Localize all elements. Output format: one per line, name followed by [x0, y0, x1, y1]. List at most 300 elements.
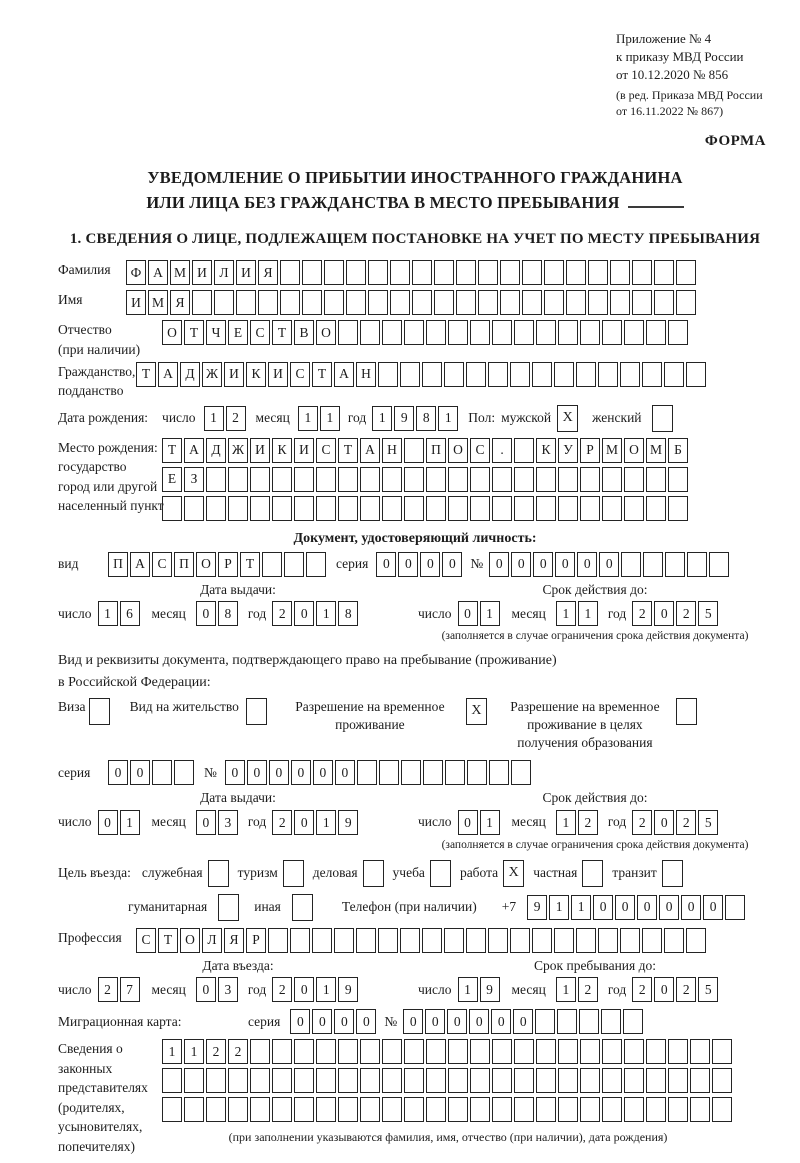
- char-cell[interactable]: [324, 290, 344, 315]
- char-cell[interactable]: В: [294, 320, 314, 345]
- sex-female-checkbox[interactable]: [652, 405, 673, 432]
- char-cell[interactable]: 1: [120, 810, 140, 835]
- char-cell[interactable]: [338, 467, 358, 492]
- char-cell[interactable]: 0: [335, 760, 355, 785]
- char-cell[interactable]: [448, 1039, 468, 1064]
- char-cell[interactable]: [602, 1039, 622, 1064]
- char-cell[interactable]: [268, 928, 288, 953]
- char-cell[interactable]: [444, 928, 464, 953]
- char-cell[interactable]: [554, 928, 574, 953]
- char-cell[interactable]: [602, 320, 622, 345]
- char-cell[interactable]: Т: [158, 928, 178, 953]
- char-cell[interactable]: 0: [291, 760, 311, 785]
- char-cell[interactable]: [368, 290, 388, 315]
- char-cell[interactable]: [206, 1068, 226, 1093]
- char-cell[interactable]: 0: [269, 760, 289, 785]
- char-cell[interactable]: 0: [442, 552, 462, 577]
- char-cell[interactable]: [444, 362, 464, 387]
- char-cell[interactable]: 0: [659, 895, 679, 920]
- char-cell[interactable]: [426, 467, 446, 492]
- char-cell[interactable]: О: [448, 438, 468, 463]
- char-cell[interactable]: [423, 760, 443, 785]
- char-cell[interactable]: 1: [316, 810, 336, 835]
- char-cell[interactable]: 1: [480, 601, 500, 626]
- char-cell[interactable]: [382, 496, 402, 521]
- char-cell[interactable]: 9: [338, 977, 358, 1002]
- char-cell[interactable]: П: [426, 438, 446, 463]
- char-cell[interactable]: Д: [206, 438, 226, 463]
- char-cell[interactable]: А: [130, 552, 150, 577]
- char-cell[interactable]: 0: [577, 552, 597, 577]
- char-cell[interactable]: [466, 362, 486, 387]
- char-cell[interactable]: [316, 496, 336, 521]
- char-cell[interactable]: [532, 362, 552, 387]
- char-cell[interactable]: [620, 928, 640, 953]
- char-cell[interactable]: С: [152, 552, 172, 577]
- char-cell[interactable]: 0: [313, 760, 333, 785]
- char-cell[interactable]: 3: [218, 810, 238, 835]
- char-cell[interactable]: [324, 260, 344, 285]
- char-cell[interactable]: [690, 1068, 710, 1093]
- purpose-tourism-checkbox[interactable]: [283, 860, 304, 887]
- char-cell[interactable]: [668, 467, 688, 492]
- char-cell[interactable]: [632, 260, 652, 285]
- sex-male-checkbox[interactable]: X: [557, 405, 578, 432]
- char-cell[interactable]: И: [250, 438, 270, 463]
- char-cell[interactable]: 0: [196, 601, 216, 626]
- char-cell[interactable]: С: [470, 438, 490, 463]
- char-cell[interactable]: [500, 290, 520, 315]
- char-cell[interactable]: Б: [668, 438, 688, 463]
- char-cell[interactable]: [668, 1097, 688, 1122]
- char-cell[interactable]: 0: [247, 760, 267, 785]
- char-cell[interactable]: 9: [338, 810, 358, 835]
- char-cell[interactable]: [580, 320, 600, 345]
- char-cell[interactable]: [643, 552, 663, 577]
- char-cell[interactable]: [602, 1068, 622, 1093]
- char-cell[interactable]: [382, 1068, 402, 1093]
- char-cell[interactable]: Н: [356, 362, 376, 387]
- char-cell[interactable]: [206, 496, 226, 521]
- char-cell[interactable]: [228, 1068, 248, 1093]
- char-cell[interactable]: 0: [403, 1009, 423, 1034]
- char-cell[interactable]: Т: [272, 320, 292, 345]
- char-cell[interactable]: [654, 290, 674, 315]
- char-cell[interactable]: [379, 760, 399, 785]
- char-cell[interactable]: Р: [580, 438, 600, 463]
- char-cell[interactable]: И: [192, 260, 212, 285]
- char-cell[interactable]: 0: [703, 895, 723, 920]
- char-cell[interactable]: [646, 1097, 666, 1122]
- char-cell[interactable]: [566, 290, 586, 315]
- char-cell[interactable]: [228, 467, 248, 492]
- char-cell[interactable]: [214, 290, 234, 315]
- char-cell[interactable]: Т: [162, 438, 182, 463]
- char-cell[interactable]: [579, 1009, 599, 1034]
- char-cell[interactable]: [514, 320, 534, 345]
- char-cell[interactable]: [668, 496, 688, 521]
- char-cell[interactable]: Т: [136, 362, 156, 387]
- char-cell[interactable]: [338, 320, 358, 345]
- char-cell[interactable]: 0: [356, 1009, 376, 1034]
- char-cell[interactable]: [174, 760, 194, 785]
- char-cell[interactable]: [664, 362, 684, 387]
- char-cell[interactable]: [624, 496, 644, 521]
- char-cell[interactable]: [456, 290, 476, 315]
- char-cell[interactable]: 1: [549, 895, 569, 920]
- char-cell[interactable]: [250, 1097, 270, 1122]
- char-cell[interactable]: [316, 467, 336, 492]
- char-cell[interactable]: [558, 467, 578, 492]
- char-cell[interactable]: [236, 290, 256, 315]
- char-cell[interactable]: 5: [698, 810, 718, 835]
- char-cell[interactable]: 0: [98, 810, 118, 835]
- char-cell[interactable]: [162, 1097, 182, 1122]
- char-cell[interactable]: [360, 320, 380, 345]
- char-cell[interactable]: [492, 1068, 512, 1093]
- char-cell[interactable]: [434, 260, 454, 285]
- char-cell[interactable]: [588, 260, 608, 285]
- char-cell[interactable]: [598, 362, 618, 387]
- char-cell[interactable]: 9: [394, 406, 414, 431]
- residence-permit-checkbox[interactable]: [246, 698, 267, 725]
- char-cell[interactable]: [488, 928, 508, 953]
- char-cell[interactable]: А: [184, 438, 204, 463]
- char-cell[interactable]: [357, 760, 377, 785]
- char-cell[interactable]: 0: [513, 1009, 533, 1034]
- char-cell[interactable]: 0: [420, 552, 440, 577]
- char-cell[interactable]: [544, 290, 564, 315]
- char-cell[interactable]: 1: [320, 406, 340, 431]
- char-cell[interactable]: [280, 290, 300, 315]
- char-cell[interactable]: [470, 1097, 490, 1122]
- char-cell[interactable]: [346, 290, 366, 315]
- char-cell[interactable]: 9: [480, 977, 500, 1002]
- char-cell[interactable]: Р: [246, 928, 266, 953]
- char-cell[interactable]: [294, 1068, 314, 1093]
- char-cell[interactable]: [624, 467, 644, 492]
- char-cell[interactable]: У: [558, 438, 578, 463]
- char-cell[interactable]: 2: [272, 977, 292, 1002]
- char-cell[interactable]: М: [148, 290, 168, 315]
- char-cell[interactable]: [316, 1039, 336, 1064]
- char-cell[interactable]: [536, 1097, 556, 1122]
- char-cell[interactable]: [558, 1039, 578, 1064]
- char-cell[interactable]: [448, 467, 468, 492]
- char-cell[interactable]: [294, 1097, 314, 1122]
- char-cell[interactable]: 0: [555, 552, 575, 577]
- char-cell[interactable]: [412, 290, 432, 315]
- char-cell[interactable]: И: [126, 290, 146, 315]
- char-cell[interactable]: М: [646, 438, 666, 463]
- char-cell[interactable]: [360, 496, 380, 521]
- char-cell[interactable]: К: [536, 438, 556, 463]
- char-cell[interactable]: [646, 320, 666, 345]
- char-cell[interactable]: [162, 496, 182, 521]
- char-cell[interactable]: [686, 928, 706, 953]
- char-cell[interactable]: [566, 260, 586, 285]
- char-cell[interactable]: [522, 260, 542, 285]
- char-cell[interactable]: [510, 928, 530, 953]
- char-cell[interactable]: Ж: [202, 362, 222, 387]
- char-cell[interactable]: 6: [120, 601, 140, 626]
- char-cell[interactable]: [356, 928, 376, 953]
- char-cell[interactable]: [426, 1068, 446, 1093]
- char-cell[interactable]: 8: [218, 601, 238, 626]
- char-cell[interactable]: [280, 260, 300, 285]
- char-cell[interactable]: [422, 362, 442, 387]
- char-cell[interactable]: [284, 552, 304, 577]
- char-cell[interactable]: [646, 467, 666, 492]
- char-cell[interactable]: [709, 552, 729, 577]
- purpose-study-checkbox[interactable]: [430, 860, 451, 887]
- char-cell[interactable]: 7: [120, 977, 140, 1002]
- char-cell[interactable]: [338, 496, 358, 521]
- char-cell[interactable]: [602, 496, 622, 521]
- char-cell[interactable]: 0: [196, 977, 216, 1002]
- char-cell[interactable]: [378, 928, 398, 953]
- char-cell[interactable]: [250, 467, 270, 492]
- char-cell[interactable]: 0: [593, 895, 613, 920]
- char-cell[interactable]: [532, 928, 552, 953]
- char-cell[interactable]: И: [236, 260, 256, 285]
- char-cell[interactable]: [522, 290, 542, 315]
- char-cell[interactable]: 0: [130, 760, 150, 785]
- char-cell[interactable]: 2: [272, 601, 292, 626]
- char-cell[interactable]: [401, 760, 421, 785]
- char-cell[interactable]: И: [294, 438, 314, 463]
- char-cell[interactable]: 2: [272, 810, 292, 835]
- char-cell[interactable]: [580, 1068, 600, 1093]
- char-cell[interactable]: [535, 1009, 555, 1034]
- char-cell[interactable]: 0: [196, 810, 216, 835]
- char-cell[interactable]: [642, 362, 662, 387]
- char-cell[interactable]: 1: [204, 406, 224, 431]
- char-cell[interactable]: Ж: [228, 438, 248, 463]
- char-cell[interactable]: [404, 320, 424, 345]
- char-cell[interactable]: 0: [654, 810, 674, 835]
- char-cell[interactable]: [258, 290, 278, 315]
- temp-residence-edu-checkbox[interactable]: [676, 698, 697, 725]
- char-cell[interactable]: [580, 1039, 600, 1064]
- char-cell[interactable]: [382, 1039, 402, 1064]
- char-cell[interactable]: С: [316, 438, 336, 463]
- char-cell[interactable]: [272, 1097, 292, 1122]
- purpose-private-checkbox[interactable]: [582, 860, 603, 887]
- char-cell[interactable]: [404, 467, 424, 492]
- char-cell[interactable]: О: [180, 928, 200, 953]
- char-cell[interactable]: 1: [162, 1039, 182, 1064]
- char-cell[interactable]: [712, 1068, 732, 1093]
- char-cell[interactable]: [514, 1068, 534, 1093]
- char-cell[interactable]: [610, 290, 630, 315]
- char-cell[interactable]: [558, 1097, 578, 1122]
- char-cell[interactable]: [511, 760, 531, 785]
- char-cell[interactable]: [514, 1039, 534, 1064]
- char-cell[interactable]: [557, 1009, 577, 1034]
- char-cell[interactable]: [668, 1068, 688, 1093]
- char-cell[interactable]: 1: [184, 1039, 204, 1064]
- char-cell[interactable]: [624, 1068, 644, 1093]
- char-cell[interactable]: [510, 362, 530, 387]
- char-cell[interactable]: 0: [425, 1009, 445, 1034]
- char-cell[interactable]: И: [224, 362, 244, 387]
- purpose-official-checkbox[interactable]: [208, 860, 229, 887]
- char-cell[interactable]: [712, 1097, 732, 1122]
- char-cell[interactable]: [536, 467, 556, 492]
- char-cell[interactable]: [602, 467, 622, 492]
- char-cell[interactable]: П: [174, 552, 194, 577]
- char-cell[interactable]: Л: [214, 260, 234, 285]
- char-cell[interactable]: [404, 438, 424, 463]
- char-cell[interactable]: С: [290, 362, 310, 387]
- char-cell[interactable]: [632, 290, 652, 315]
- char-cell[interactable]: 2: [578, 810, 598, 835]
- char-cell[interactable]: [544, 260, 564, 285]
- char-cell[interactable]: [184, 496, 204, 521]
- char-cell[interactable]: 2: [676, 601, 696, 626]
- char-cell[interactable]: 3: [218, 977, 238, 1002]
- char-cell[interactable]: [228, 1097, 248, 1122]
- char-cell[interactable]: [690, 1039, 710, 1064]
- char-cell[interactable]: 2: [98, 977, 118, 1002]
- char-cell[interactable]: [492, 1039, 512, 1064]
- char-cell[interactable]: [602, 1097, 622, 1122]
- char-cell[interactable]: 2: [676, 810, 696, 835]
- char-cell[interactable]: [690, 1097, 710, 1122]
- char-cell[interactable]: [390, 290, 410, 315]
- char-cell[interactable]: [426, 1039, 446, 1064]
- char-cell[interactable]: 0: [637, 895, 657, 920]
- char-cell[interactable]: З: [184, 467, 204, 492]
- char-cell[interactable]: [466, 928, 486, 953]
- char-cell[interactable]: [478, 260, 498, 285]
- char-cell[interactable]: 1: [316, 977, 336, 1002]
- char-cell[interactable]: Д: [180, 362, 200, 387]
- char-cell[interactable]: 0: [108, 760, 128, 785]
- char-cell[interactable]: [404, 1068, 424, 1093]
- char-cell[interactable]: [184, 1068, 204, 1093]
- char-cell[interactable]: 0: [491, 1009, 511, 1034]
- char-cell[interactable]: Ч: [206, 320, 226, 345]
- char-cell[interactable]: 0: [654, 601, 674, 626]
- char-cell[interactable]: [290, 928, 310, 953]
- char-cell[interactable]: 0: [533, 552, 553, 577]
- char-cell[interactable]: 0: [294, 601, 314, 626]
- char-cell[interactable]: 1: [438, 406, 458, 431]
- char-cell[interactable]: [162, 1068, 182, 1093]
- char-cell[interactable]: [687, 552, 707, 577]
- char-cell[interactable]: [598, 928, 618, 953]
- char-cell[interactable]: [250, 1039, 270, 1064]
- char-cell[interactable]: [426, 320, 446, 345]
- temp-residence-checkbox[interactable]: X: [466, 698, 487, 725]
- char-cell[interactable]: [580, 496, 600, 521]
- char-cell[interactable]: Ф: [126, 260, 146, 285]
- char-cell[interactable]: [488, 362, 508, 387]
- char-cell[interactable]: [456, 260, 476, 285]
- char-cell[interactable]: [500, 260, 520, 285]
- char-cell[interactable]: Т: [240, 552, 260, 577]
- char-cell[interactable]: О: [316, 320, 336, 345]
- char-cell[interactable]: [206, 467, 226, 492]
- char-cell[interactable]: 8: [416, 406, 436, 431]
- char-cell[interactable]: [536, 496, 556, 521]
- char-cell[interactable]: [426, 496, 446, 521]
- char-cell[interactable]: [665, 552, 685, 577]
- purpose-work-checkbox[interactable]: X: [503, 860, 524, 887]
- char-cell[interactable]: 1: [98, 601, 118, 626]
- char-cell[interactable]: [316, 1097, 336, 1122]
- char-cell[interactable]: 0: [458, 601, 478, 626]
- char-cell[interactable]: [712, 1039, 732, 1064]
- char-cell[interactable]: 1: [556, 810, 576, 835]
- char-cell[interactable]: [184, 1097, 204, 1122]
- char-cell[interactable]: [725, 895, 745, 920]
- char-cell[interactable]: [346, 260, 366, 285]
- char-cell[interactable]: К: [246, 362, 266, 387]
- char-cell[interactable]: П: [108, 552, 128, 577]
- char-cell[interactable]: 0: [489, 552, 509, 577]
- char-cell[interactable]: [378, 362, 398, 387]
- char-cell[interactable]: .: [492, 438, 512, 463]
- char-cell[interactable]: [492, 1097, 512, 1122]
- char-cell[interactable]: Я: [224, 928, 244, 953]
- char-cell[interactable]: [623, 1009, 643, 1034]
- char-cell[interactable]: [272, 467, 292, 492]
- char-cell[interactable]: 0: [469, 1009, 489, 1034]
- char-cell[interactable]: [434, 290, 454, 315]
- char-cell[interactable]: [250, 496, 270, 521]
- char-cell[interactable]: [445, 760, 465, 785]
- char-cell[interactable]: [664, 928, 684, 953]
- char-cell[interactable]: [470, 467, 490, 492]
- char-cell[interactable]: [588, 290, 608, 315]
- char-cell[interactable]: Н: [382, 438, 402, 463]
- char-cell[interactable]: [580, 467, 600, 492]
- char-cell[interactable]: 5: [698, 977, 718, 1002]
- char-cell[interactable]: [382, 320, 402, 345]
- char-cell[interactable]: [334, 928, 354, 953]
- char-cell[interactable]: [272, 1039, 292, 1064]
- char-cell[interactable]: 5: [698, 601, 718, 626]
- char-cell[interactable]: 0: [398, 552, 418, 577]
- char-cell[interactable]: 1: [480, 810, 500, 835]
- purpose-transit-checkbox[interactable]: [662, 860, 683, 887]
- char-cell[interactable]: 8: [338, 601, 358, 626]
- char-cell[interactable]: 2: [206, 1039, 226, 1064]
- char-cell[interactable]: 0: [312, 1009, 332, 1034]
- char-cell[interactable]: [470, 496, 490, 521]
- char-cell[interactable]: [338, 1068, 358, 1093]
- char-cell[interactable]: 0: [599, 552, 619, 577]
- char-cell[interactable]: Я: [258, 260, 278, 285]
- char-cell[interactable]: [338, 1039, 358, 1064]
- char-cell[interactable]: [620, 362, 640, 387]
- char-cell[interactable]: [470, 320, 490, 345]
- char-cell[interactable]: [676, 260, 696, 285]
- char-cell[interactable]: [404, 1097, 424, 1122]
- char-cell[interactable]: 2: [632, 977, 652, 1002]
- char-cell[interactable]: 2: [632, 601, 652, 626]
- char-cell[interactable]: 0: [290, 1009, 310, 1034]
- char-cell[interactable]: [514, 496, 534, 521]
- char-cell[interactable]: [426, 1097, 446, 1122]
- char-cell[interactable]: [686, 362, 706, 387]
- char-cell[interactable]: [470, 1039, 490, 1064]
- char-cell[interactable]: [152, 760, 172, 785]
- char-cell[interactable]: Р: [218, 552, 238, 577]
